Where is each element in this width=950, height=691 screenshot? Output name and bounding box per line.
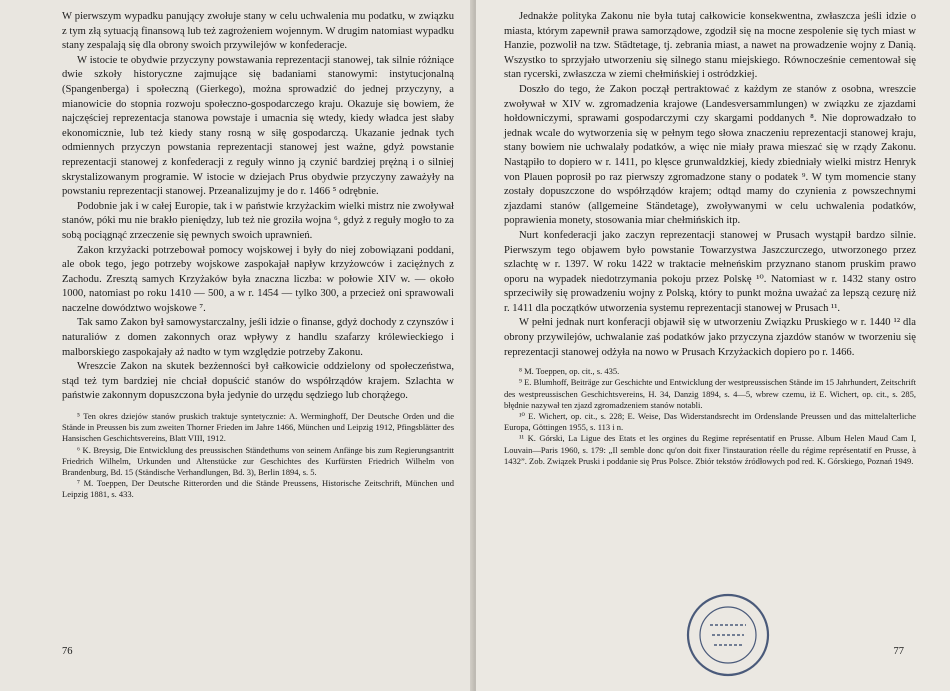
paragraph: Nurt konfederacji jako zaczyn reprezentacji stanowej w Prusach wystąpił bardzo silnie. Pierwszym tego objawem było powstanie Towarzystwa Jaszczurczego, utworzonego przez szlachtę w r. 1397. W roku 1422 w traktacie mełneńskim przyznano stanom pruskim prawo oporu na wypadek niedotrzymania pokoju przez Polskę ¹⁰. Natomiast w r. 1432 stany ostro sprzeciwiły się prowadzeniu wojny z Polską, który to punkt można uważać za lepszą cezurę niż r. 1411 dla początków utworzenia systemu reprezentacji stanowej w Prusach ¹¹.	[504, 229, 916, 314]
paragraph: W istocie te obydwie przyczyny powstawania reprezentacji stanowej, tak silnie różniące dwie szkoły historyczne zajmujące się badaniami stanowymi: instytucjonalną (Spangenberga) i społeczną (Gierkego), można sprowadzić do jednej przyczyny, a mianowicie do stopnia rozwoju społeczno-gospodarczego kraju. Okazuje się bowiem, że najczęściej reprezentacja stanowa powstaje i umacnia się wtedy, kiedy władca jest słaby ekonomicznie, lub też kiedy stany rosną w siłę gospodarczą. Ukazanie jednak tych odmiennych przyczyn powstania reprezentacji stanowej jest ważne, gdyż powstanie reprezentacji stanowej z konfederacji z reguły winno ją czynić bardziej prężną i o silniej skrystalizowanym programie. W istocie w dziejach Prus obydwie przyczyny zaważyły na powstaniu reprezentacji stanowej. Przeanalizujmy je do r. 1466 ⁵ odrębnie.	[62, 54, 454, 198]
footnote: ¹¹ K. Górski, La Ligue des Etats et les orgines du Regime représentatif en Prusse. Album Helen Maud Cam I, Louvain—Paris 1960, s. 179: „Il semble donc qu'on doit fixer l'instauration réelle du régime représentatif en Prusse, à 1432”. Zob. Związek Pruski i poddanie się Prus Polsce. Zbiór tekstów źródłowych pod red. K. Górskiego, Poznań 1949.	[504, 433, 916, 466]
library-stamp-icon	[684, 591, 772, 679]
footnote: ⁶ K. Breysig, Die Entwicklung des preussischen Ständethums von seinem Anfänge bis zum Regierungsantritt Friedrich Wilhelm, Urkunden und Altenstücke zur Geschichtes des Kurfürsten Friedrich Wilhelm von Brandenburg, Bd. 15 (Ständische Verhandlungen, Bd. 3), Berlin 1894, s. 5.	[62, 444, 454, 478]
paragraph: Tak samo Zakon był samowystarczalny, jeśli idzie o finanse, gdyż dochody z czynszów i naturaliów z domen zakonnych oraz wpływy z handlu szafarzy królewieckiego i malborskiego zaspokajały aż nadto w tym względzie potrzeby Zakonu.	[62, 317, 454, 358]
footnote: ⁸ M. Toeppen, op. cit., s. 435.	[519, 366, 620, 377]
paragraph: Jednakże polityka Zakonu nie była tutaj całkowicie konsekwentna, zwłaszcza jeśli idzie o miasta, którym zapewnił prawa samorządowe, zgodził się na mocne zespolenie się tych miast w Hanzie, pozwolił na tzw. Städtetage, tj. zebrania miast, a nawet na prowadzenie wojny z Danią. Wszystko to sprzyjało utworzeniu się silnego stanu miejskiego. Równocześnie cementował się stan rycerski, zwłaszcza w ziemi chełmińskiej i ostródzkiej.	[504, 11, 916, 81]
paragraph: W pełni jednak nurt konferacji objawił się w utworzeniu Związku Pruskiego w r. 1440 ¹² dla obrony przywilejów, uchwalanie zaś podatków jako przyczyna zjazdów stanów w tworzeniu się reprezentacji stanowej odżyła na nowo w Prusach Krzyżackich dopiero po r. 1466.	[504, 317, 916, 358]
left-page	[0, 0, 474, 691]
stamp-marks	[710, 625, 746, 645]
paragraph: Podobnie jak i w całej Europie, tak i w państwie krzyżackim wielki mistrz nie zwoływał stanów, póki mu nie brakło pieniędzy, lub też nie groziła wojna ⁶, gdyż z reguły mogło to za sobą pociągnąć zrzeczenie się pewnych swoich uprawnień.	[62, 200, 454, 241]
right-footnotes	[504, 366, 916, 467]
paragraph: Doszło do tego, że Zakon począł pertraktować z każdym ze stanów z osobna, wreszcie zwoływał w XIV w. zgromadzenia krajowe (Landesversammlungen) w związku ze zjazdami hołdowniczymi, sprawami gospodarczymi czy skargami poddanych ⁸. Nie doprowadzało to jednak wcale do wytworzenia się w pełnym tego słowa znaczeniu reprezentacji stanowej kraju, stany bowiem nie uchwalały podatków, a więc nie miały prawa mieszać się w rządy Zakonu. Nastąpiło to dopiero w r. 1411, po klęsce grunwaldzkiej, kiedy zbiedniały wielki mistrz Henryk von Plauen poprosił po raz pierwszy zgromadzone stany o podatek ⁹. W tym momencie stany zostały dopuszczone do współrządów krajem; odtąd mamy do czynienia z powszechnymi zjazdami stanów (allgemeine Ständetage), zwoływanymi w celu uchwalenia podatków, poprawienia monety, stosowania miar chełmińskich itp.	[504, 83, 916, 227]
paragraph: W pierwszym wypadku panujący zwołuje stany w celu uchwalenia mu podatku, w związku z tym złą sytuacją finansową lub też zagrożeniem wojennym. W drugim natomiast wypadku stany zespalają się dla obrony swoich przywilejów w konfederacje.	[62, 11, 454, 52]
left-footnotes	[62, 411, 454, 501]
page-number-right: 77	[893, 646, 904, 657]
footnote: ⁹ E. Blumhoff, Beiträge zur Geschichte und Entwicklung der westpreussischen Stände im 15 Jahrhundert, Zeitschrift des westpreussischen Geschichtsvereins, H. 34, Danzig 1894, s. 4—5, wbrew czemu, iż E. Wichert, op. cit., s. 285, błędnie nazywał ten zjazd zgromadzeniem stanów notabli.	[504, 377, 916, 410]
right-body-text	[504, 10, 916, 360]
paragraph: Zakon krzyżacki potrzebował pomocy wojskowej i były do niej zobowiązani poddani, ale obok tego, jego potrzeby wojskowe zaspokajał napływ krzyżowców i zaciężnych z Zachodu. Zresztą samych Krzyżaków była znaczna liczba: w połowie XIV w. — około 1000, natomiast po roku 1410 — 500, a w r. 1454 — tylko 300, a przecież oni sprawowali naczelne dowództwo wojskowe ⁷.	[62, 244, 454, 314]
left-body-text	[62, 10, 454, 404]
page-number-left: 76	[62, 646, 73, 657]
footnote: ⁷ M. Toeppen, Der Deutsche Ritterorden und die Stände Preussens, Historische Zeitschrift, München und Leipzig 1881, s. 433.	[62, 478, 454, 500]
footnote: ⁵ Ten okres dziejów stanów pruskich traktuje syntetycznie: A. Werminghoff, Der Deutsche Orden und die Stände in Preussen bis zum zweiten Thorner Frieden im Jahre 1466, München und Leipzig 1912, Pfingsblätter des Hansischen Geschichtsvereins, Blatt VIII, 1912.	[62, 411, 454, 444]
right-page	[476, 0, 950, 691]
footnote: ¹⁰ E. Wichert, op. cit., s. 228; E. Weise, Das Widerstandsrecht im Ordenslande Preussen und das mittelalterliche Europa, Göttingen 1955, s. 113 i n.	[504, 411, 916, 433]
paragraph: Wreszcie Zakon na skutek bezżenności był całkowicie oddzielony od społeczeństwa, stąd też tym bardziej nie chciał dopuścić stanów do współrządów krajem. Szlachta w państwie zakonnym dopuszczona była jedynie do urzędu sędziego lub chorążego.	[62, 361, 454, 402]
